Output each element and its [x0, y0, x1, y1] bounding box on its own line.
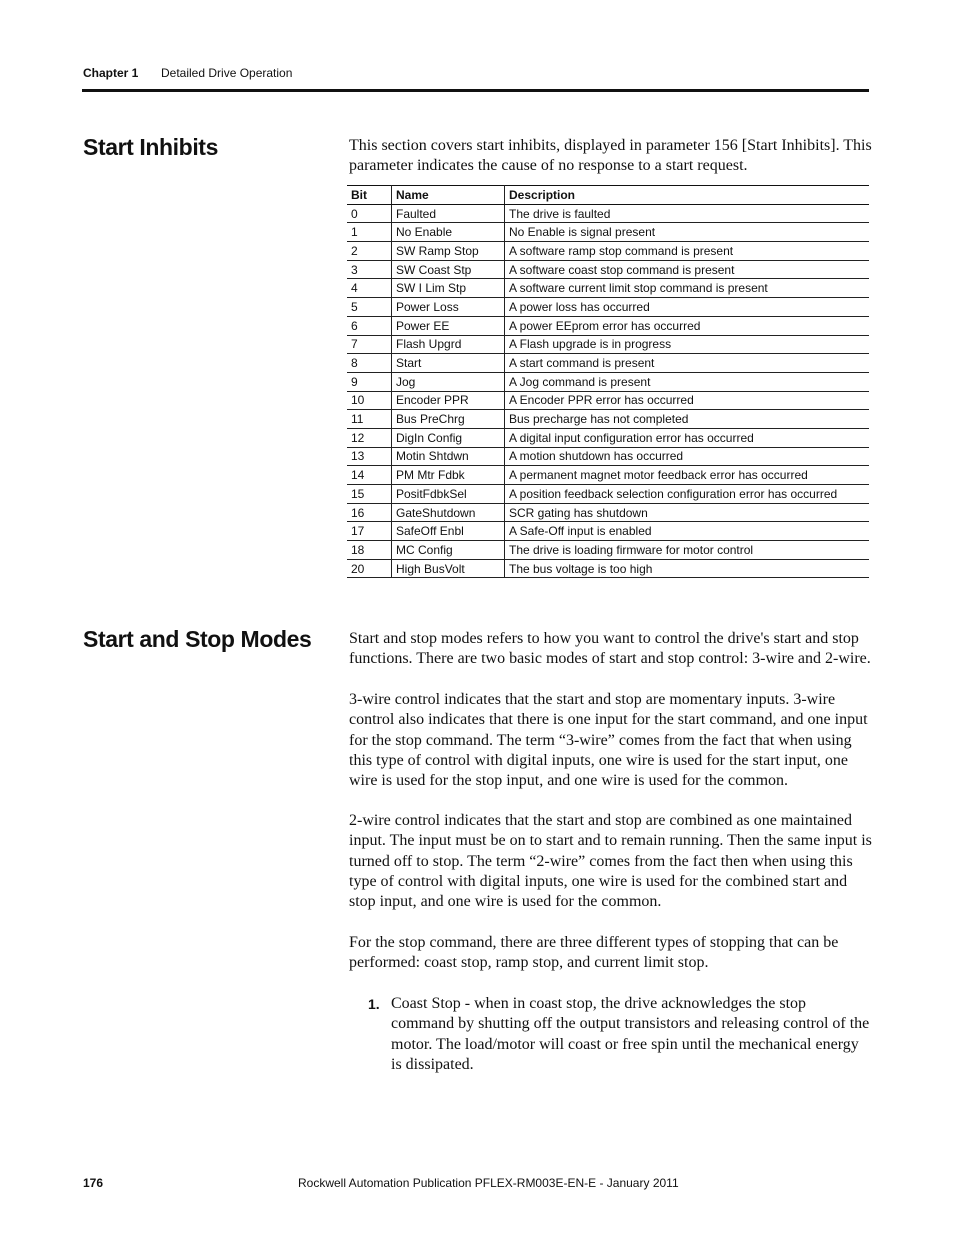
- name-cell: Faulted: [392, 204, 505, 223]
- name-cell: Start: [392, 354, 505, 373]
- start-inhibits-table: [347, 185, 869, 578]
- table-row: [347, 335, 869, 354]
- bit-cell: 9: [347, 372, 392, 391]
- description-cell: No Enable is signal present: [505, 223, 870, 242]
- table-row: [347, 541, 869, 560]
- bit-cell: 3: [347, 260, 392, 279]
- description-cell: A Safe-Off input is enabled: [505, 522, 870, 541]
- description-cell: A software ramp stop command is present: [505, 242, 870, 261]
- start-stop-modes-heading: Start and Stop Modes: [83, 626, 312, 652]
- bit-cell: 14: [347, 466, 392, 485]
- name-cell: MC Config: [392, 541, 505, 560]
- name-cell: Flash Upgrd: [392, 335, 505, 354]
- name-cell: SafeOff Enbl: [392, 522, 505, 541]
- description-cell: Bus precharge has not completed: [505, 410, 870, 429]
- paragraph: 2-wire control indicates that the start and stop are combined as one maintained input. The input must be on to start and to remain running. Then the same input is turned off to stop. The term “2-wire” comes from the fact then when using this type of control with digital inputs, one wire is used for the combined start and stop input, and one wire is used for the common.: [349, 812, 872, 911]
- description-cell: A software coast stop command is present: [505, 260, 870, 279]
- name-cell: GateShutdown: [392, 503, 505, 522]
- table-row: [347, 466, 869, 485]
- table-row: [347, 223, 869, 242]
- table-row: [347, 485, 869, 504]
- start-inhibits-heading: Start Inhibits: [83, 134, 218, 160]
- table-row: [347, 260, 869, 279]
- name-cell: Bus PreChrg: [392, 410, 505, 429]
- description-cell: A software current limit stop command is present: [505, 279, 870, 298]
- table-row: [347, 447, 869, 466]
- column-header-name: Name: [392, 186, 505, 205]
- table-header-row: [347, 186, 869, 205]
- name-cell: SW Ramp Stop: [392, 242, 505, 261]
- chapter-title: Detailed Drive Operation: [161, 66, 293, 80]
- bit-cell: 7: [347, 335, 392, 354]
- start-inhibits-intro: This section covers start inhibits, displayed in parameter 156 [Start Inhibits]. This parameter indicates the cause of no response to a start request.: [349, 137, 872, 175]
- description-cell: A start command is present: [505, 354, 870, 373]
- name-cell: PM Mtr Fdbk: [392, 466, 505, 485]
- list-item-text: Coast Stop - when in coast stop, the drive acknowledges the stop command by shutting off the output transistors and releasing control of the motor. The load/motor will coast or free spin until the mechanical energy is dissipated.: [391, 995, 870, 1073]
- name-cell: SW I Lim Stp: [392, 279, 505, 298]
- table-row: [347, 298, 869, 317]
- bit-cell: 11: [347, 410, 392, 429]
- page-number: 176: [83, 1176, 104, 1190]
- paragraph: For the stop command, there are three different types of stopping that can be performed: coast stop, ramp stop, and current limit stop.: [349, 934, 839, 972]
- description-cell: SCR gating has shutdown: [505, 503, 870, 522]
- table-row: [347, 354, 869, 373]
- bit-cell: 20: [347, 559, 392, 578]
- bit-cell: 8: [347, 354, 392, 373]
- name-cell: No Enable: [392, 223, 505, 242]
- running-header: [83, 66, 293, 80]
- table-row: [347, 316, 869, 335]
- name-cell: Power Loss: [392, 298, 505, 317]
- table-row: [347, 428, 869, 447]
- description-cell: A Flash upgrade is in progress: [505, 335, 870, 354]
- description-cell: The drive is faulted: [505, 204, 870, 223]
- bit-cell: 4: [347, 279, 392, 298]
- bit-cell: 13: [347, 447, 392, 466]
- name-cell: Jog: [392, 372, 505, 391]
- description-cell: A Encoder PPR error has occurred: [505, 391, 870, 410]
- column-header-description: Description: [505, 186, 870, 205]
- table-row: [347, 503, 869, 522]
- header-rule: [82, 89, 869, 92]
- description-cell: The drive is loading firmware for motor control: [505, 541, 870, 560]
- table-row: [347, 559, 869, 578]
- name-cell: DigIn Config: [392, 428, 505, 447]
- name-cell: Encoder PPR: [392, 391, 505, 410]
- description-cell: The bus voltage is too high: [505, 559, 870, 578]
- bit-cell: 18: [347, 541, 392, 560]
- table-row: [347, 391, 869, 410]
- bit-cell: 17: [347, 522, 392, 541]
- paragraph: 3-wire control indicates that the start and stop are momentary inputs. 3-wire control also indicates that there is one input for the start command, and one input for the stop command. The term “3-wire” comes from the fact that when using this type of control with digital inputs, one wire is used for the start input, one wire is used for the stop input, and one wire is used for the common.: [349, 691, 868, 790]
- bit-cell: 5: [347, 298, 392, 317]
- paragraph: Start and stop modes refers to how you want to control the drive's start and stop functions. There are two basic modes of start and stop control: 3-wire and 2-wire.: [349, 630, 871, 668]
- bit-cell: 1: [347, 223, 392, 242]
- bit-cell: 6: [347, 316, 392, 335]
- chapter-label: Chapter 1: [83, 66, 139, 80]
- bit-cell: 15: [347, 485, 392, 504]
- table-row: [347, 372, 869, 391]
- table-row: [347, 204, 869, 223]
- name-cell: PositFdbkSel: [392, 485, 505, 504]
- list-item-number: 1.: [368, 996, 380, 1012]
- table-body: [347, 204, 869, 578]
- description-cell: A permanent magnet motor feedback error has occurred: [505, 466, 870, 485]
- name-cell: Power EE: [392, 316, 505, 335]
- description-cell: A motion shutdown has occurred: [505, 447, 870, 466]
- table-row: [347, 522, 869, 541]
- description-cell: A Jog command is present: [505, 372, 870, 391]
- name-cell: Motin Shtdwn: [392, 447, 505, 466]
- name-cell: High BusVolt: [392, 559, 505, 578]
- bit-cell: 10: [347, 391, 392, 410]
- bit-cell: 2: [347, 242, 392, 261]
- publication-info: Rockwell Automation Publication PFLEX-RM003E-EN-E - January 2011: [298, 1176, 679, 1190]
- table-row: [347, 279, 869, 298]
- name-cell: SW Coast Stp: [392, 260, 505, 279]
- description-cell: A power loss has occurred: [505, 298, 870, 317]
- bit-cell: 16: [347, 503, 392, 522]
- table-row: [347, 242, 869, 261]
- bit-cell: 12: [347, 428, 392, 447]
- table-row: [347, 410, 869, 429]
- bit-cell: 0: [347, 204, 392, 223]
- description-cell: A digital input configuration error has occurred: [505, 428, 870, 447]
- column-header-bit: Bit: [347, 186, 392, 205]
- description-cell: A power EEprom error has occurred: [505, 316, 870, 335]
- description-cell: A position feedback selection configuration error has occurred: [505, 485, 870, 504]
